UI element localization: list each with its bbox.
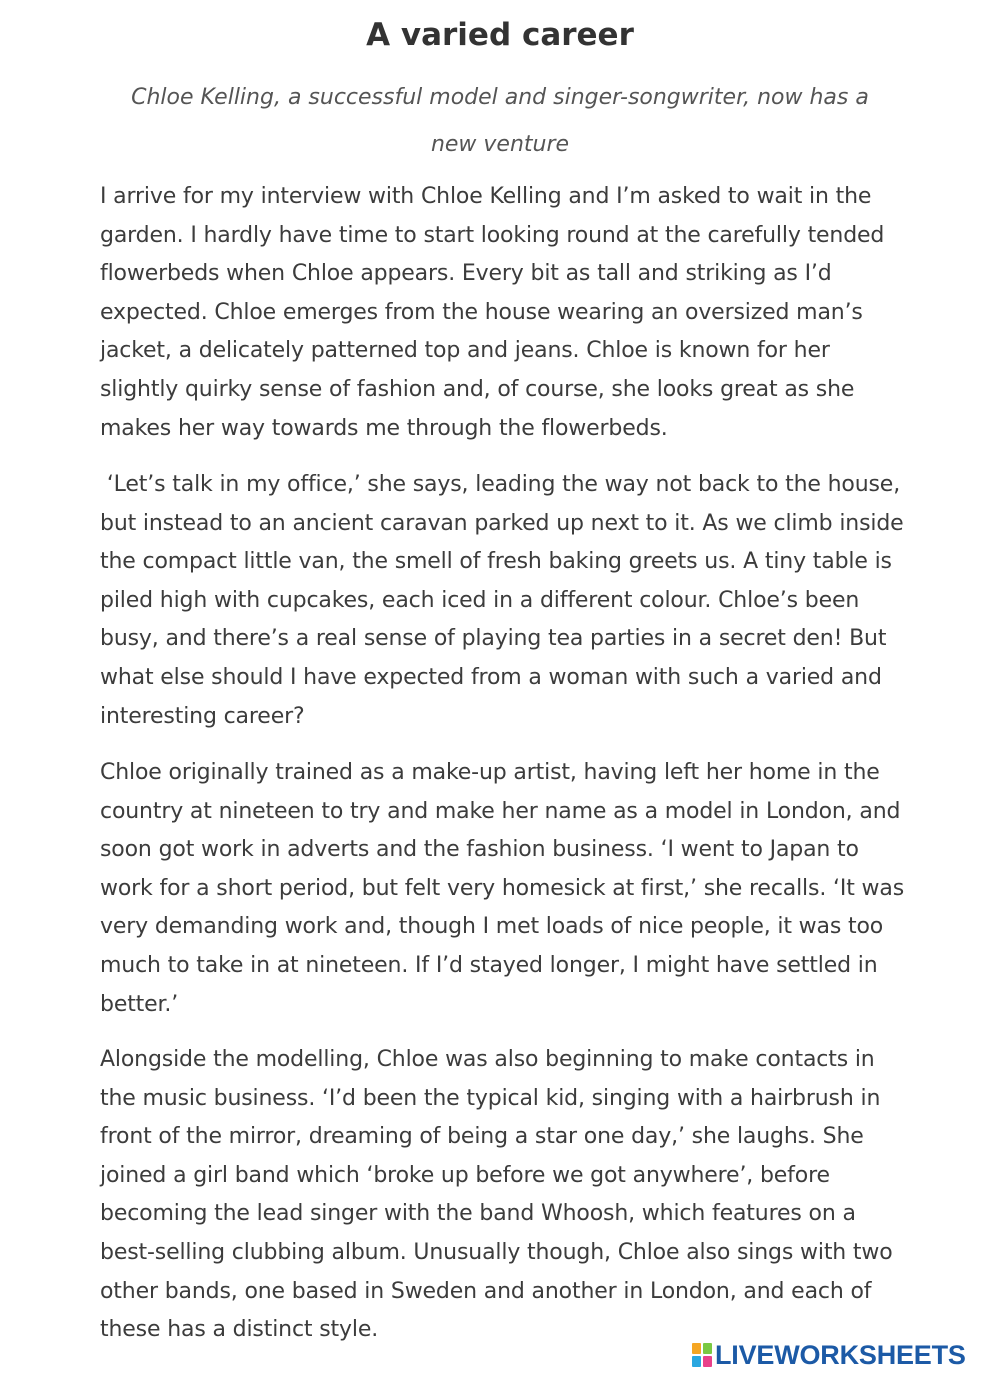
article-paragraph-1: I arrive for my interview with Chloe Kelling and I’m asked to wait in the garden. I hardly have time to start looking round at the carefully tended flowerbeds when Chloe appears. Every bit as tall and striking as I’d expected. Chloe emerges from the house wearing an oversized man’s jacket, a delicately patterned top and jeans. Chloe is known for her slightly quirky sense of fashion and, of course, she looks great as she makes her way towards me through the flowerbeds.	[100, 184, 885, 441]
article-paragraph-4: Alongside the modelling, Chloe was also beginning to make contacts in the music business. ‘I’d been the typical kid, singing with a hairbrush in front of the mirror, dreaming of being a star one day,’ she laughs. She joined a girl band which ‘broke up before we got anywhere’, before becoming the lead singer with the band Whoosh, which features on a best-selling clubbing album. Unusually though, Chloe also sings with two other bands, one based in Sweden and another in London, and each of these has a distinct style.	[100, 1047, 893, 1343]
article-paragraph-2: ‘Let’s talk in my office,’ she says, leading the way not back to the house, but instead to an ancient caravan parked up next to it. As we climb inside the compact little van, the smell of fresh baking greets us. A tiny table is piled high with cupcakes, each iced in a different colour. Chloe’s been busy, and there’s a real sense of playing tea parties in a secret den! But what else should I have expected from a woman with such a varied and interesting career?	[100, 472, 911, 729]
liveworksheets-logo	[692, 1341, 966, 1369]
article-subtitle: Chloe Kelling, a successful model and singer-songwriter, now has a new venture	[131, 85, 869, 157]
article-title: A varied career	[366, 17, 634, 53]
logo-text: LIVEWORKSHEETS	[715, 1340, 966, 1370]
liveworksheets-logo-icon	[692, 1343, 712, 1367]
article-paragraph-3: Chloe originally trained as a make-up artist, having left her home in the country at nineteen to try and make her name as a model in London, and soon got work in adverts and the fashion business. ‘I went to Japan to work for a short period, but felt very homesick at first,’ she recalls. ‘It was very demanding work and, though I met loads of nice people, it was too much to take in at nineteen. If I’d stayed longer, I might have settled in better.’	[100, 760, 905, 1017]
